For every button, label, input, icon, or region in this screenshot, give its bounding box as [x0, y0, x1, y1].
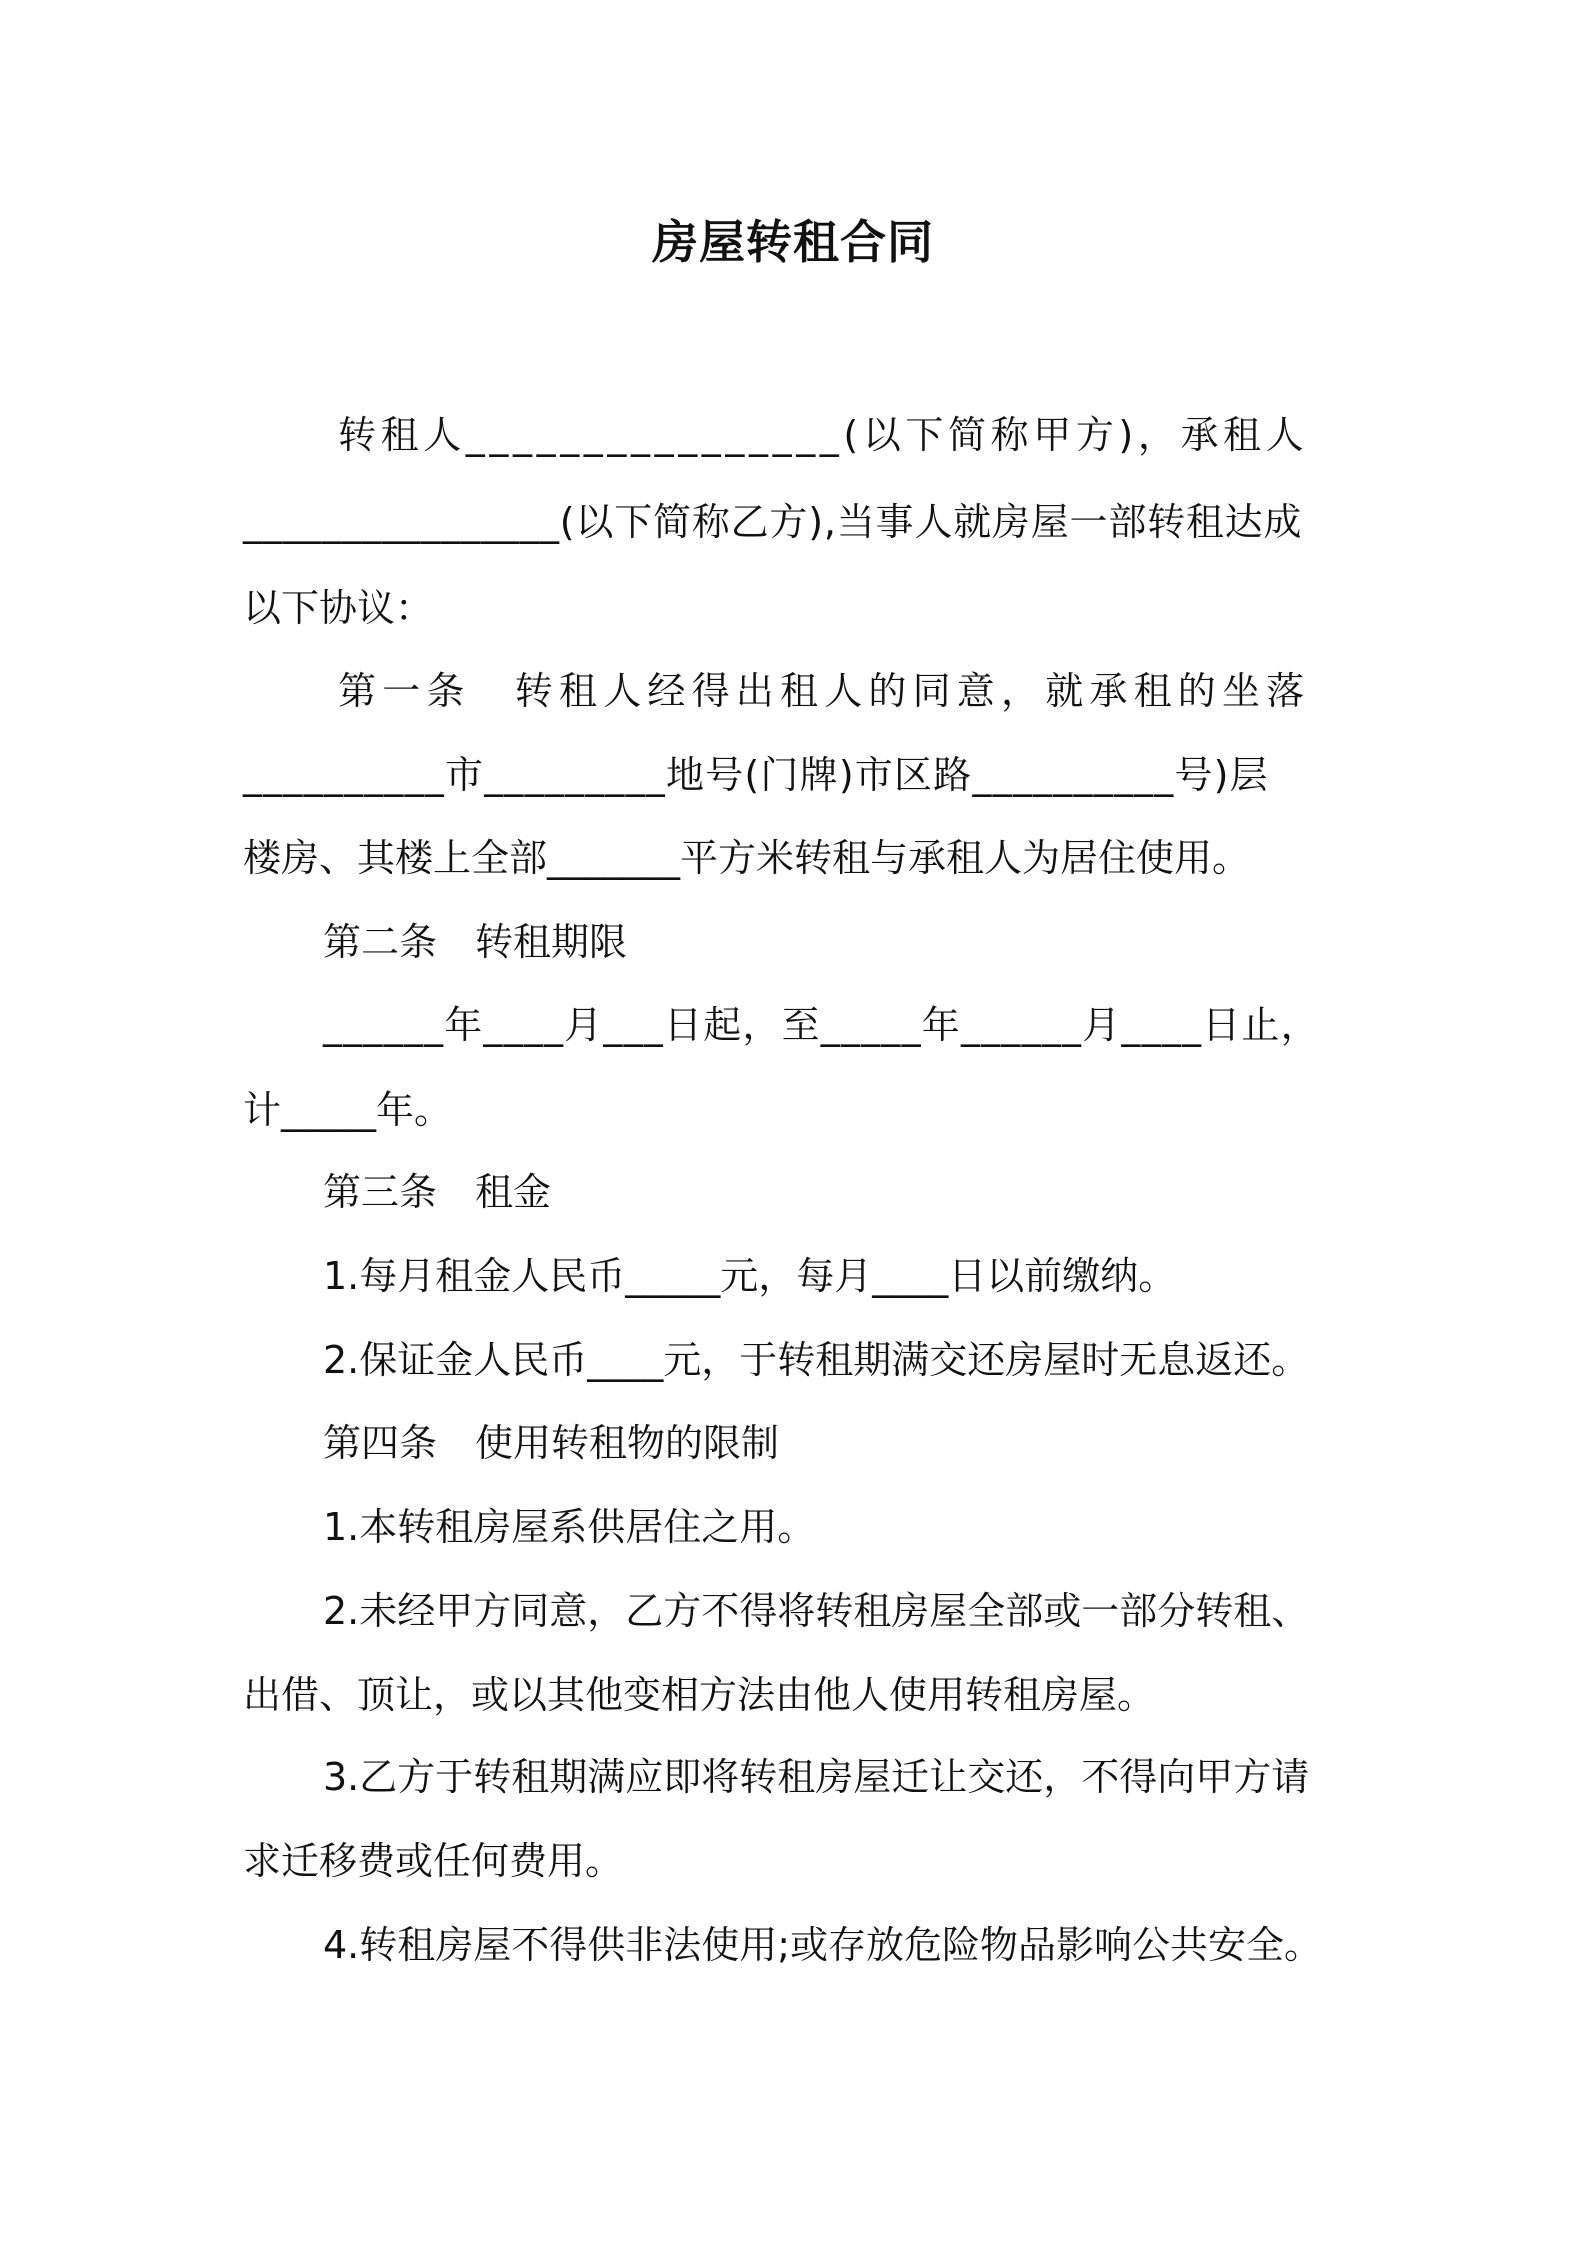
paragraph-line: 2.保证金人民币____元，于转租期满交还房屋时无息返还。 [323, 1338, 1310, 1382]
paragraph-line: 1.本转租房屋系供居住之用。 [323, 1505, 816, 1549]
paragraph-line: 转租人________________(以下简称甲方)，承租人 [338, 413, 1309, 457]
paragraph-line: 2.未经甲方同意，乙方不得将转租房屋全部或一部分转租、 [323, 1589, 1310, 1633]
paragraph-line: 求迁移费或任何费用。 [243, 1839, 624, 1883]
paragraph-line: ________________(以下简称乙方),当事人就房屋一部转租达成 [243, 500, 1303, 544]
article-heading: 第四条 使用转租物的限制 [323, 1421, 780, 1465]
paragraph-line: 3.乙方于转租期满应即将转租房屋迁让交还，不得向甲方请 [323, 1755, 1310, 1799]
paragraph-line: 出借、顶让，或以其他变相方法由他人使用转租房屋。 [243, 1673, 1156, 1717]
article-heading: 第一条 转租人经得出租人的同意，就承租的坐落 [338, 669, 1311, 713]
article-heading: 第二条 转租期限 [323, 920, 628, 964]
paragraph-line: 楼房、其楼上全部_______平方米转租与承租人为居住使用。 [243, 836, 1251, 880]
paragraph-line: 计_____年。 [243, 1088, 453, 1132]
article-heading: 第三条 租金 [323, 1170, 552, 1214]
paragraph-line: 1.每月租金人民币_____元，每月____日以前缴纳。 [323, 1254, 1177, 1298]
paragraph-line: 4.转租房屋不得供非法使用;或存放危险物品影响公共安全。 [323, 1923, 1323, 1967]
document-title: 房屋转租合同 [652, 215, 934, 269]
paragraph-line: __________市_________地号(门牌)市区路__________号)层 [243, 753, 1269, 797]
paragraph-line: ______年____月___日起，至_____年______月____日止， [323, 1003, 1320, 1047]
paragraph-line: 以下协议： [243, 586, 434, 630]
